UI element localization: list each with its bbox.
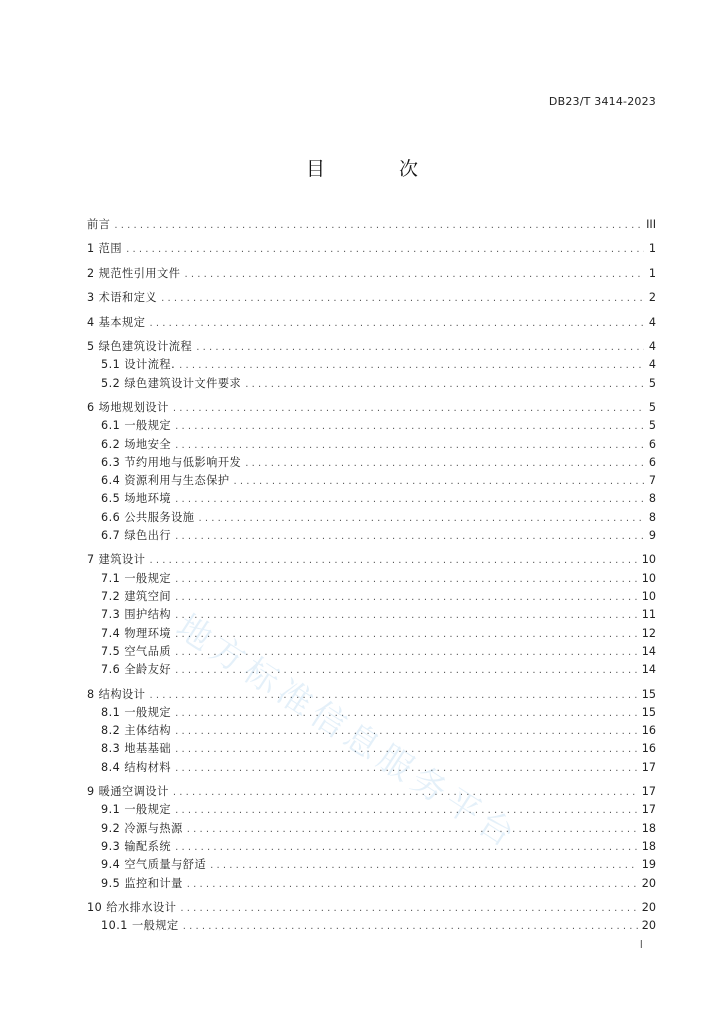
- toc-chapter-entry[interactable]: [87, 686, 656, 704]
- toc-dot-leader: [175, 571, 638, 589]
- toc-entry-page: 11: [641, 608, 656, 622]
- toc-entry-label: 7.3 围护结构: [101, 608, 172, 622]
- toc-dot-leader: [175, 741, 638, 759]
- toc-dot-leader: [175, 418, 644, 436]
- toc-entry-page: 18: [641, 821, 656, 835]
- toc-entry-label: 5.2 绿色建筑设计文件要求: [101, 376, 242, 390]
- toc-section-entry[interactable]: [87, 801, 656, 819]
- toc-entry-page: 15: [641, 687, 656, 701]
- toc-entry-label: 7 建筑设计: [87, 553, 146, 567]
- toc-entry-label: 9.1 一般规定: [101, 803, 172, 817]
- toc-dot-leader: [185, 266, 645, 284]
- toc-entry-page: 15: [641, 705, 656, 719]
- toc-entry-label: 9.3 输配系统: [101, 840, 172, 854]
- toc-entry-label: 8 结构设计: [87, 687, 146, 701]
- page-title: 目 次: [305, 158, 453, 180]
- toc-dot-leader: [175, 705, 638, 723]
- toc-dot-leader: [175, 437, 644, 455]
- toc-section-entry[interactable]: [87, 917, 656, 935]
- toc-section-entry[interactable]: [87, 722, 656, 740]
- toc-dot-leader: [175, 626, 638, 644]
- toc-dot-leader: [149, 687, 637, 705]
- toc-entry-page: 17: [641, 803, 656, 817]
- toc-entry-label: 6.3 节约用地与低影响开发: [101, 455, 242, 469]
- toc-entry-label: 2 规范性引用文件: [87, 266, 181, 280]
- toc-entry-page: 14: [641, 663, 656, 677]
- toc-entry-page: 1: [648, 242, 656, 256]
- toc-entry-label: 4 基本规定: [87, 315, 146, 329]
- toc-section-entry[interactable]: [87, 820, 656, 838]
- toc-dot-leader: [234, 473, 644, 491]
- toc-entry-label: 3 术语和定义: [87, 291, 158, 305]
- toc-section-entry[interactable]: [87, 417, 656, 435]
- toc-entry-page: 16: [641, 742, 656, 756]
- toc-entry-label: 8.2 主体结构: [101, 724, 172, 738]
- toc-section-entry[interactable]: [87, 643, 656, 661]
- toc-entry-page: 5: [648, 376, 656, 390]
- toc-entry-page: 5: [648, 419, 656, 433]
- toc-section-entry[interactable]: [87, 588, 656, 606]
- toc-dot-leader: [183, 918, 638, 936]
- toc-entry-page: 2: [648, 291, 656, 305]
- toc-entry-label: 6.7 绿色出行: [101, 529, 172, 543]
- toc-entry-label: 9.2 冷源与热源: [101, 821, 183, 835]
- toc-entry-page: 5: [648, 400, 656, 414]
- toc-entry-label: 6.5 场地环境: [101, 492, 172, 506]
- toc-dot-leader: [175, 723, 638, 741]
- toc-dot-leader: [175, 802, 638, 820]
- toc-entry-page: 4: [648, 315, 656, 329]
- toc-dot-leader: [187, 876, 638, 894]
- toc-section-entry[interactable]: [87, 490, 656, 508]
- toc-entry-label: 7.2 建筑空间: [101, 590, 172, 603]
- toc-entry-page: 6: [648, 437, 656, 451]
- toc-section-entry[interactable]: [87, 759, 656, 777]
- toc-chapter-entry[interactable]: [87, 899, 656, 917]
- toc-entry-page: 20: [641, 901, 656, 915]
- toc-chapter-entry[interactable]: [87, 240, 656, 258]
- toc-dot-leader: [179, 357, 644, 375]
- toc-section-entry[interactable]: [87, 570, 656, 588]
- toc-entry-label: 10 给水排水设计: [87, 901, 177, 915]
- toc-entry-label: 8.3 地基基础: [101, 742, 172, 756]
- toc-entry-label: 7.1 一般规定: [101, 571, 172, 585]
- toc-entry-label: 6.1 一般规定: [101, 419, 172, 433]
- toc-dot-leader: [245, 376, 644, 394]
- toc-section-entry[interactable]: [87, 661, 656, 679]
- toc-section-entry[interactable]: [87, 527, 656, 545]
- toc-entry-label: 5.1 设计流程.: [101, 358, 176, 372]
- toc-dot-leader: [175, 589, 638, 607]
- toc-chapter-entry[interactable]: [87, 314, 656, 332]
- toc-dot-leader: [245, 455, 644, 473]
- toc-entry-label: 9 暖通空调设计: [87, 785, 169, 799]
- toc-dot-leader: [198, 510, 644, 528]
- toc-entry-label: 9.4 空气质量与舒适: [101, 858, 207, 872]
- toc-entry-label: 8.1 一般规定: [101, 705, 172, 719]
- toc-entry-label: 7.4 物理环境: [101, 626, 172, 640]
- document-code: DB23/T 3414-2023: [548, 95, 656, 108]
- toc-section-entry[interactable]: [87, 436, 656, 454]
- toc-entry-page: 17: [641, 760, 656, 774]
- toc-entry-page: 16: [641, 724, 656, 738]
- toc-entry-label: 9.5 监控和计量: [101, 876, 183, 890]
- toc-dot-leader: [173, 784, 638, 802]
- toc-entry-page: 10: [641, 553, 656, 567]
- toc-dot-leader: [175, 491, 644, 509]
- toc-entry-page: 8: [648, 492, 656, 506]
- toc-dot-leader: [161, 290, 644, 308]
- toc-section-entry[interactable]: [87, 472, 656, 490]
- toc-dot-leader: [175, 528, 644, 546]
- toc-entry-page: 9: [648, 529, 656, 543]
- toc-section-entry[interactable]: [87, 740, 656, 758]
- toc-entry-page: 7: [648, 474, 656, 488]
- toc-section-entry[interactable]: [87, 509, 656, 527]
- toc-section-entry[interactable]: [87, 606, 656, 624]
- toc-section-entry[interactable]: [87, 856, 656, 874]
- toc-entry-label: 6.6 公共服务设施: [101, 510, 195, 524]
- toc-entry-label: 6 场地规划设计: [87, 400, 169, 414]
- toc-chapter-entry[interactable]: [87, 338, 656, 356]
- table-of-contents: [87, 216, 656, 936]
- toc-dot-leader: [149, 552, 637, 570]
- toc-entry-label: 1 范围: [87, 242, 123, 256]
- toc-entry-page: 8: [648, 510, 656, 524]
- toc-entry-page: 14: [641, 644, 656, 658]
- toc-entry-page: 10: [641, 571, 656, 585]
- toc-entry-label: 5 绿色建筑设计流程: [87, 339, 193, 353]
- toc-chapter-entry[interactable]: [87, 265, 656, 283]
- toc-chapter-entry[interactable]: [87, 551, 656, 569]
- toc-chapter-entry[interactable]: [87, 399, 656, 417]
- toc-entry-page: 12: [641, 626, 656, 640]
- toc-chapter-entry[interactable]: [87, 289, 656, 307]
- toc-section-entry[interactable]: [87, 356, 656, 374]
- toc-entry-label: 7.5 空气品质: [101, 644, 172, 658]
- toc-section-entry[interactable]: [87, 838, 656, 856]
- toc-section-entry[interactable]: [87, 704, 656, 722]
- toc-entry-page: 18: [641, 840, 656, 854]
- toc-entry-page: 19: [641, 858, 656, 872]
- toc-chapter-entry[interactable]: [87, 783, 656, 801]
- toc-entry-page: 10: [641, 590, 656, 603]
- toc-entry-page: 20: [641, 876, 656, 890]
- toc-section-entry[interactable]: [87, 625, 656, 643]
- toc-dot-leader: [196, 339, 644, 357]
- page-number: I: [639, 938, 643, 951]
- toc-dot-leader: [175, 644, 638, 662]
- watermark: 地方标准信息服务平台: [168, 606, 527, 859]
- toc-dot-leader: [187, 821, 638, 839]
- toc-entry-label: 7.6 全龄友好: [101, 663, 172, 677]
- toc-entry-page: 1: [648, 266, 656, 280]
- toc-entry-page: 6: [648, 455, 656, 469]
- toc-chapter-entry[interactable]: [87, 216, 656, 234]
- toc-dot-leader: [175, 839, 638, 857]
- toc-entry-page: III: [646, 218, 656, 231]
- toc-dot-leader: [175, 662, 638, 680]
- toc-entry-page: 4: [648, 339, 656, 353]
- toc-entry-label: 6.4 资源利用与生态保护: [101, 474, 230, 488]
- toc-entry-page: 17: [641, 785, 656, 799]
- toc-dot-leader: [180, 900, 637, 918]
- toc-section-entry[interactable]: [87, 875, 656, 893]
- toc-entry-label: 8.4 结构材料: [101, 760, 172, 774]
- toc-dot-leader: [173, 400, 644, 418]
- toc-section-entry[interactable]: [87, 454, 656, 472]
- toc-entry-page: 20: [641, 919, 656, 933]
- toc-entry-label: 前言: [87, 218, 111, 231]
- toc-dot-leader: [210, 857, 638, 875]
- toc-section-entry[interactable]: [87, 375, 656, 393]
- toc-entry-label: 10.1 一般规定: [101, 919, 179, 933]
- toc-entry-page: 4: [648, 358, 656, 372]
- toc-dot-leader: [175, 760, 638, 778]
- toc-dot-leader: [149, 315, 644, 333]
- toc-entry-label: 6.2 场地安全: [101, 437, 172, 451]
- toc-dot-leader: [114, 217, 642, 235]
- toc-dot-leader: [126, 241, 644, 259]
- toc-dot-leader: [175, 607, 638, 625]
